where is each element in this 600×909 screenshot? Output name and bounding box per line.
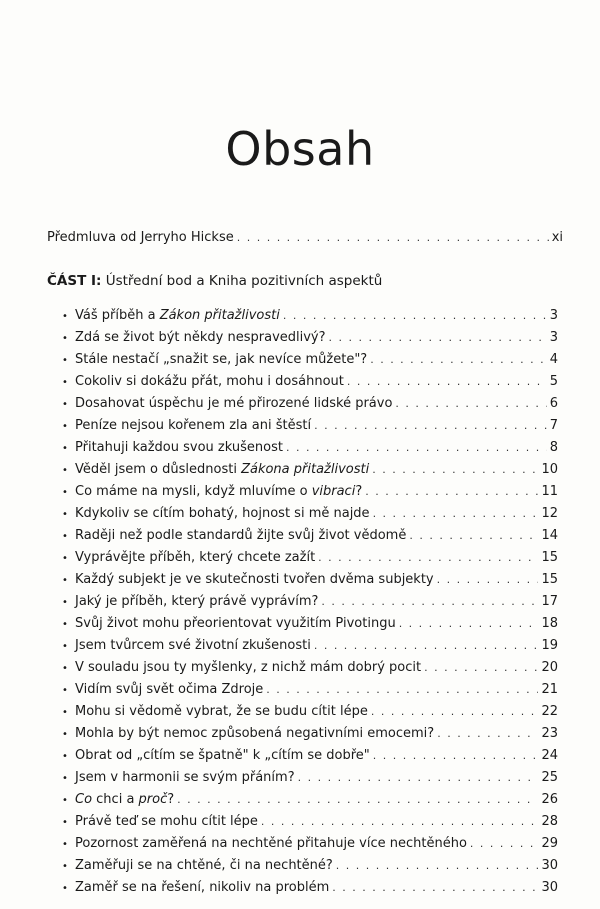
page-number: 23 [541, 726, 558, 741]
entry-title [75, 858, 333, 873]
page-number: 6 [549, 396, 558, 411]
bullet-icon: • [62, 487, 68, 498]
page-number: 8 [549, 440, 558, 455]
toc-entry[interactable] [62, 660, 558, 682]
bullet-icon: • [62, 729, 68, 740]
entry-title [75, 660, 421, 675]
page-number: 18 [541, 616, 558, 631]
entry-title-text: Přitahuji každou svou zkušenost [75, 440, 283, 455]
page-number: 15 [541, 550, 558, 565]
entry-title-text: chci a [92, 792, 139, 807]
dot-leader [424, 661, 538, 674]
entry-title-italic: vibraci [311, 484, 356, 499]
part-label: ČÁST I: [47, 273, 102, 289]
dot-leader [409, 529, 538, 542]
entry-title [75, 638, 311, 653]
page-number: 30 [541, 880, 558, 895]
dot-leader [314, 639, 539, 652]
bullet-icon: • [62, 773, 68, 784]
bullet-icon: • [62, 311, 68, 322]
entry-title-text: Zaměř se na řešení, nikoliv na problém [75, 880, 330, 895]
toc-entry[interactable] [62, 616, 558, 638]
dot-leader [365, 485, 538, 498]
toc-entry[interactable] [62, 748, 558, 770]
entry-title [75, 682, 263, 697]
toc-entry[interactable] [62, 528, 558, 550]
entry-title [75, 528, 406, 543]
toc-entry[interactable] [62, 418, 558, 440]
entry-title-text: Zaměřuji se na chtěné, či na nechtěné? [75, 858, 333, 873]
entry-title [75, 726, 434, 741]
toc-entry[interactable] [62, 506, 558, 528]
entry-title-text: Obrat od „cítím se špatně" k „cítím se dobře" [75, 748, 370, 763]
page-number: 30 [541, 858, 558, 873]
dot-leader [286, 441, 547, 454]
bullet-icon: • [62, 817, 68, 828]
page-number: 20 [541, 660, 558, 675]
dot-leader [237, 231, 549, 244]
entry-title-text: Raději než podle standardů žijte svůj život vědomě [75, 528, 407, 543]
bullet-icon: • [62, 751, 68, 762]
toc-entry[interactable] [62, 374, 558, 396]
entry-title-text: Každý subjekt je ve skutečnosti tvořen dvěma subjekty [75, 572, 434, 587]
dot-leader [347, 375, 547, 388]
bullet-icon: • [62, 663, 68, 674]
entry-title: Předmluva od Jerryho Hickse [47, 230, 234, 245]
dot-leader [470, 837, 539, 850]
entry-title [75, 704, 368, 719]
bullet-icon: • [62, 333, 68, 344]
entry-title [75, 396, 392, 411]
toc-entry[interactable] [62, 308, 558, 330]
page-number: 19 [541, 638, 558, 653]
bullet-icon: • [62, 421, 68, 432]
bullet-icon: • [62, 883, 68, 894]
page-number: 21 [541, 682, 558, 697]
page-number: 22 [541, 704, 558, 719]
entry-title-text: Co máme na mysli, když mluvíme o [75, 484, 312, 499]
toc-entry[interactable] [62, 638, 558, 660]
toc-entry[interactable] [62, 682, 558, 704]
bullet-icon: • [62, 509, 68, 520]
bullet-icon: • [62, 619, 68, 630]
toc-entry[interactable] [62, 858, 558, 880]
toc-entry[interactable] [62, 704, 558, 726]
toc-entry[interactable] [62, 396, 558, 418]
entry-title [75, 792, 174, 807]
entry-title-italic: Zákon přitažlivosti [159, 308, 280, 323]
bullet-icon: • [62, 641, 68, 652]
bullet-icon: • [62, 377, 68, 388]
page-number: 5 [549, 374, 558, 389]
bullet-icon: • [62, 861, 68, 872]
entry-title-text: Věděl jsem o důslednosti [75, 462, 242, 477]
entry-title-italic: proč [138, 792, 168, 807]
page-number: 11 [541, 484, 558, 499]
entry-title-text: Mohla by být nemoc způsobená negativními emocemi? [75, 726, 435, 741]
entry-title [75, 572, 434, 587]
entry-title-text: Peníze nejsou kořenem zla ani štěstí [75, 418, 312, 433]
dot-leader [318, 551, 538, 564]
page-number: 15 [541, 572, 558, 587]
dot-leader [370, 353, 547, 366]
page-number: 25 [541, 770, 558, 785]
dot-leader [399, 617, 539, 630]
toc-entry[interactable] [62, 550, 558, 572]
entry-title-text: ? [167, 792, 175, 807]
bullet-icon: • [62, 443, 68, 454]
bullet-icon: • [62, 553, 68, 564]
entry-title-text: Jsem v harmonii se svým přáním? [75, 770, 295, 785]
dot-leader [329, 331, 547, 344]
toc-entry[interactable] [62, 462, 558, 484]
entry-title-text: Stále nestačí „snažit se, jak nevíce můžete"? [75, 352, 368, 367]
dot-leader [437, 727, 538, 740]
toc-entry[interactable] [62, 726, 558, 748]
entry-title-italic: Zákona přitažlivosti [241, 462, 370, 477]
entry-title [75, 440, 283, 455]
entry-title-text: ? [355, 484, 363, 499]
entry-title [75, 308, 280, 323]
toc-entry[interactable] [62, 572, 558, 594]
toc-entry[interactable] [62, 594, 558, 616]
entry-title-text: Kdykoliv se cítím bohatý, hojnost si mě najde [75, 506, 370, 521]
entry-title-text: Zdá se život být někdy nespravedlivý? [75, 330, 326, 345]
bullet-icon: • [62, 465, 68, 476]
entry-title-text: Právě teď se mohu cítit lépe [75, 814, 258, 829]
bullet-icon: • [62, 839, 68, 850]
entry-title-text: Pozornost zaměřená na nechtěné přitahuje více nechtěného [75, 836, 467, 851]
dot-leader [371, 705, 539, 718]
page-number: 17 [541, 594, 558, 609]
toc-list [62, 308, 558, 902]
dot-leader [177, 793, 538, 806]
toc-entry[interactable] [62, 880, 558, 902]
bullet-icon: • [62, 531, 68, 542]
page-title: Obsah [225, 122, 375, 176]
entry-title [75, 880, 329, 895]
entry-title [75, 550, 315, 565]
entry-title-text: Mohu si vědomě vybrat, že se budu cítit lépe [75, 704, 368, 719]
toc-entry[interactable] [62, 836, 558, 858]
page-number: 12 [541, 506, 558, 521]
dot-leader [261, 815, 539, 828]
part-heading [47, 273, 382, 289]
entry-title [75, 506, 370, 521]
entry-title-text: Váš příběh a [75, 308, 160, 323]
entry-title [75, 484, 362, 499]
entry-title-text: Cokoliv si dokážu přát, mohu i dosáhnout [75, 374, 344, 389]
bullet-icon: • [62, 575, 68, 586]
page-number: 3 [549, 308, 558, 323]
entry-title-text: Jsem tvůrcem své životní zkušenosti [75, 638, 311, 653]
toc-entry[interactable] [62, 770, 558, 792]
dot-leader [332, 881, 538, 894]
toc-entry[interactable] [62, 792, 558, 814]
entry-title-text: Svůj život mohu přeorientovat využitím Pivotingu [75, 616, 396, 631]
entry-title [75, 748, 370, 763]
page-number: 7 [549, 418, 558, 433]
bullet-icon: • [62, 795, 68, 806]
page-number: 10 [541, 462, 558, 477]
dot-leader [373, 749, 539, 762]
toc-entry[interactable] [62, 352, 558, 374]
dot-leader [336, 859, 539, 872]
entry-title-text: Vyprávějte příběh, který chcete zažít [75, 550, 316, 565]
entry-title-text: Jaký je příběh, který právě vyprávím? [75, 594, 319, 609]
page-number: 29 [541, 836, 558, 851]
toc-entry[interactable] [62, 814, 558, 836]
dot-leader [298, 771, 539, 784]
toc-entry-preface[interactable] [47, 230, 563, 245]
dot-leader [314, 419, 547, 432]
bullet-icon: • [62, 597, 68, 608]
entry-title [75, 616, 396, 631]
entry-title-text: Dosahovat úspěchu je mé přirozené lidské právo [75, 396, 393, 411]
page-number: 14 [541, 528, 558, 543]
entry-title [75, 352, 367, 367]
entry-title-italic: Co [75, 792, 93, 807]
dot-leader [437, 573, 539, 586]
entry-title [75, 330, 326, 345]
bullet-icon: • [62, 685, 68, 696]
dot-leader [372, 463, 538, 476]
entry-title-text: V souladu jsou ty myšlenky, z nichž mám dobrý pocit [75, 660, 422, 675]
part-title: Ústřední bod a Kniha pozitivních aspektů [105, 273, 383, 289]
page-number: 24 [541, 748, 558, 763]
toc-entry[interactable] [62, 484, 558, 506]
entry-title [75, 814, 258, 829]
toc-entry[interactable] [62, 440, 558, 462]
entry-title [75, 462, 369, 477]
entry-title [75, 770, 295, 785]
dot-leader [395, 397, 546, 410]
entry-title [75, 594, 318, 609]
entry-title [75, 836, 467, 851]
bullet-icon: • [62, 707, 68, 718]
dot-leader [321, 595, 538, 608]
page-number: 3 [549, 330, 558, 345]
page-number: 4 [549, 352, 558, 367]
page-number: 28 [541, 814, 558, 829]
bullet-icon: • [62, 399, 68, 410]
entry-title [75, 418, 311, 433]
entry-title-text: Vidím svůj svět očima Zdroje [75, 682, 264, 697]
dot-leader [373, 507, 539, 520]
dot-leader [266, 683, 538, 696]
toc-entry[interactable] [62, 330, 558, 352]
page-number: 26 [541, 792, 558, 807]
dot-leader [283, 309, 547, 322]
page-number: xi [551, 230, 563, 245]
entry-title [75, 374, 344, 389]
bullet-icon: • [62, 355, 68, 366]
